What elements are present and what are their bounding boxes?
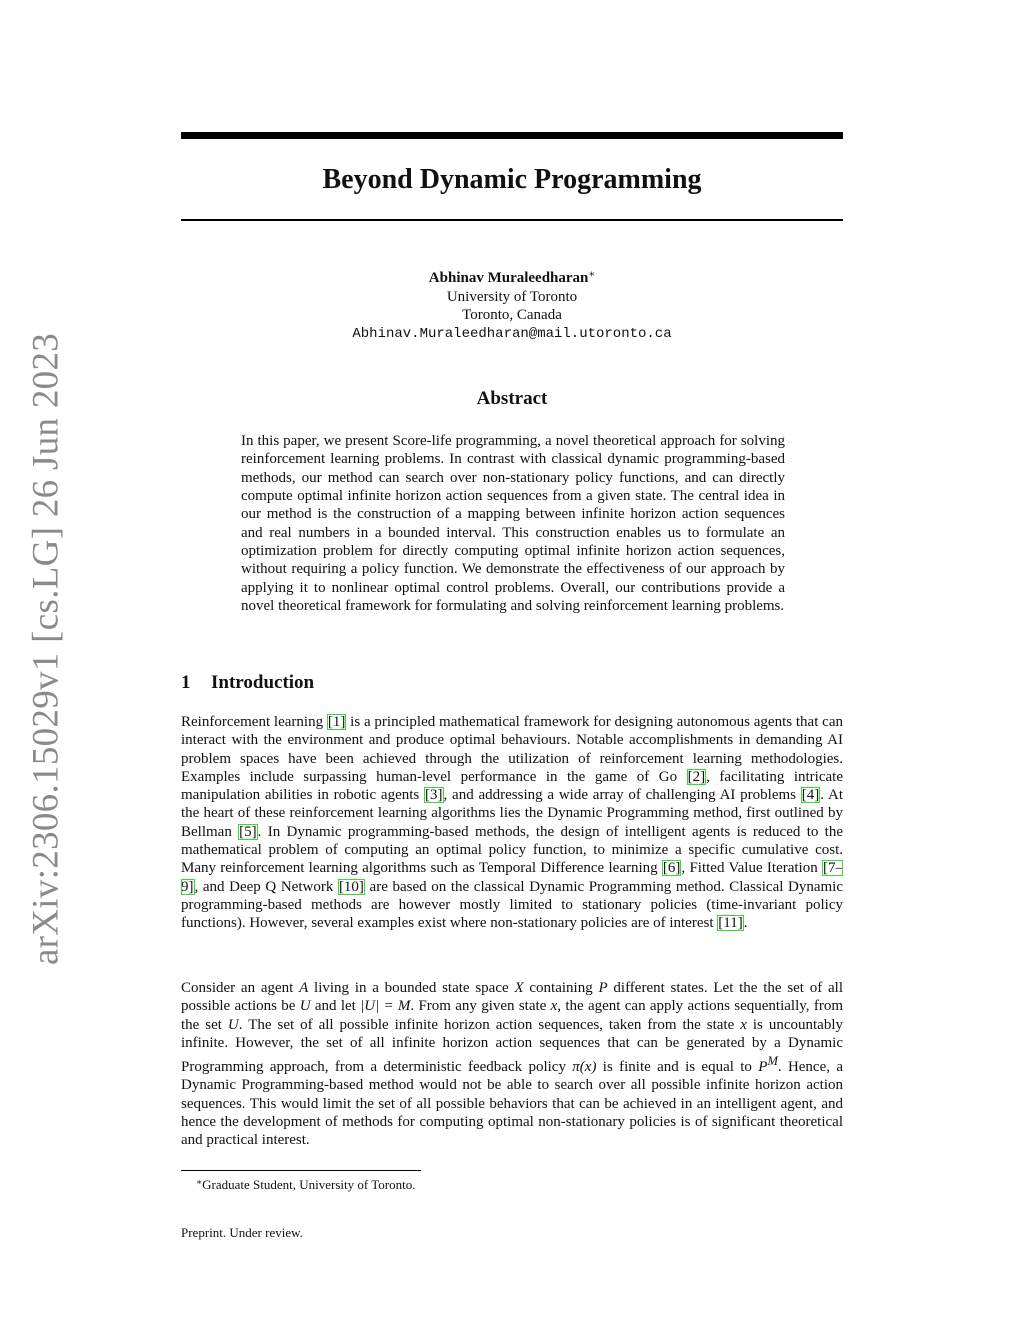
title-bottom-rule bbox=[181, 219, 843, 221]
title-top-rule bbox=[181, 132, 843, 139]
citation-link-4[interactable]: [4] bbox=[801, 787, 820, 804]
footnote-text: Graduate Student, University of Toronto. bbox=[202, 1177, 416, 1192]
text-run: is finite and is equal to bbox=[596, 1059, 759, 1076]
text-run: , and addressing a wide array of challenging AI problems bbox=[443, 787, 801, 804]
math-expression: π(x) bbox=[572, 1059, 597, 1076]
abstract-heading: Abstract bbox=[476, 388, 548, 409]
footnote-mark: ∗ bbox=[196, 1177, 203, 1187]
author-email[interactable]: Abhinav.Muraleedharan@mail.utoronto.ca bbox=[352, 325, 672, 342]
author-affiliation: University of Toronto bbox=[446, 288, 578, 305]
text-run: different states. Let the the set of all possible actions be bbox=[181, 980, 843, 1015]
text-run: , facilitating intricate manipulation abilities in robotic agents bbox=[181, 768, 843, 804]
math-symbol: P bbox=[758, 1059, 768, 1076]
text-run: living in a bounded state space bbox=[308, 980, 515, 996]
author-footnote-mark[interactable]: ∗ bbox=[588, 269, 596, 280]
author-location: Toronto, Canada bbox=[462, 307, 562, 323]
text-run: . In Dynamic programming-based methods, the design of intelligent agents is reduced to the mathematical problem of computing an optimal policy function, to minimize a specific cumulative cost. Many reinforcement learning algorithms such as Temporal Difference learning bbox=[181, 823, 844, 877]
footnote-rule bbox=[181, 1170, 421, 1171]
text-run: . From any given state bbox=[410, 998, 551, 1015]
citation-link-6[interactable]: [6] bbox=[662, 860, 681, 877]
text-run: is uncountably infinite. However, the set of all infinite horizon action sequences that can be generated by a Dynamic Programming approach, from a deterministic feedback policy bbox=[181, 1016, 843, 1076]
author-name-line bbox=[181, 266, 843, 288]
text-run: . bbox=[743, 915, 748, 932]
math-symbol: x bbox=[550, 998, 558, 1015]
section-heading-introduction bbox=[181, 671, 314, 695]
citation-link-3[interactable]: [3] bbox=[425, 787, 443, 804]
text-run: are based on the classical Dynamic Programming method. Classical Dynamic programming-based methods are however mostly limited to stationary policies (time-invariant policy functions). However, several examples exist where non-stationary policies are of interest bbox=[181, 878, 844, 932]
section-title: Introduction bbox=[211, 672, 315, 693]
text-run: . Hence, a Dynamic Programming-based method would not be able to search over all possible infinite horizon action sequences. This would limit the set of all possible behaviors that can be achieved in an intelligent agent, and hence the development of methods for computing optimal non-stationary policies is of significant theoretical and practical interest. bbox=[181, 1059, 843, 1149]
text-run: , the agent can apply actions sequentially, from the set bbox=[181, 998, 843, 1033]
text-run: . At the heart of these reinforcement learning algorithms lies the Dynamic Programming method, first outlined by Bellman bbox=[181, 787, 843, 840]
math-symbol: x bbox=[740, 1016, 747, 1033]
paper-title: Beyond Dynamic Programming bbox=[322, 164, 702, 195]
math-expression: |U| = M bbox=[360, 998, 411, 1015]
math-symbol: P bbox=[598, 980, 608, 996]
citation-link-11[interactable]: [11] bbox=[718, 915, 743, 932]
text-run: , Fitted Value Iteration bbox=[681, 860, 822, 877]
text-run: , and Deep Q Network bbox=[194, 878, 338, 895]
abstract-text: In this paper, we present Score-life programming, a novel theoretical approach for solving reinforcement learning problems. In contrast with classical dynamic programming-based methods, our method can search over non-stationary policy functions, and can directly compute optimal infinite horizon action sequences from a given state. The central idea in our method is the construction of a mapping between infinite horizon action sequences and real numbers in a bounded interval. This construction enables us to formulate an optimization problem for directly computing optimal infinite horizon action sequences, without requiring a policy function. We demonstrate the effectiveness of our approach by applying it to nonlinear optimal control problems. Overall, our contributions provide a novel theoretical framework for formulating and solving reinforcement learning problems. bbox=[241, 433, 785, 615]
citation-link-2[interactable]: [2] bbox=[687, 768, 706, 785]
author-block bbox=[181, 266, 843, 343]
math-symbol: U bbox=[299, 998, 311, 1015]
citation-link-7-9[interactable]: [7–9] bbox=[181, 860, 843, 895]
citation-link-5[interactable]: [5] bbox=[239, 823, 257, 840]
preprint-notice: Preprint. Under review. bbox=[181, 1225, 303, 1240]
intro-paragraph-2 bbox=[181, 979, 843, 1150]
citation-link-10[interactable]: [10] bbox=[338, 878, 364, 895]
footnote bbox=[196, 1174, 415, 1193]
text-run: . The set of all possible infinite horizon action sequences, taken from the state bbox=[238, 1016, 741, 1033]
author-name: Abhinav Muraleedharan bbox=[428, 270, 589, 286]
text-run: Consider an agent bbox=[181, 980, 300, 996]
math-superscript: M bbox=[767, 1054, 778, 1069]
text-run: containing bbox=[523, 980, 599, 996]
intro-paragraph-1 bbox=[181, 713, 843, 933]
math-symbol: A bbox=[299, 980, 309, 996]
text-run: Reinforcement learning bbox=[181, 714, 327, 730]
math-symbol: U bbox=[227, 1016, 239, 1033]
arxiv-identifier-stamp: arXiv:2306.15029v1 [cs.LG] 26 Jun 2023 bbox=[25, 332, 67, 966]
text-run: and let bbox=[310, 998, 361, 1015]
text-run: is a principled mathematical framework for designing autonomous agents that can interact with the environment and produce optimal behaviours. Notable accomplishments in demanding AI problem spaces have been achieved through the utilization of reinforcement learning methodologies. Examples include surpassing human-level performance in the game of Go bbox=[181, 714, 843, 785]
section-number: 1 bbox=[181, 672, 191, 693]
citation-link-1[interactable]: [1] bbox=[327, 714, 346, 730]
math-symbol: X bbox=[514, 980, 524, 996]
